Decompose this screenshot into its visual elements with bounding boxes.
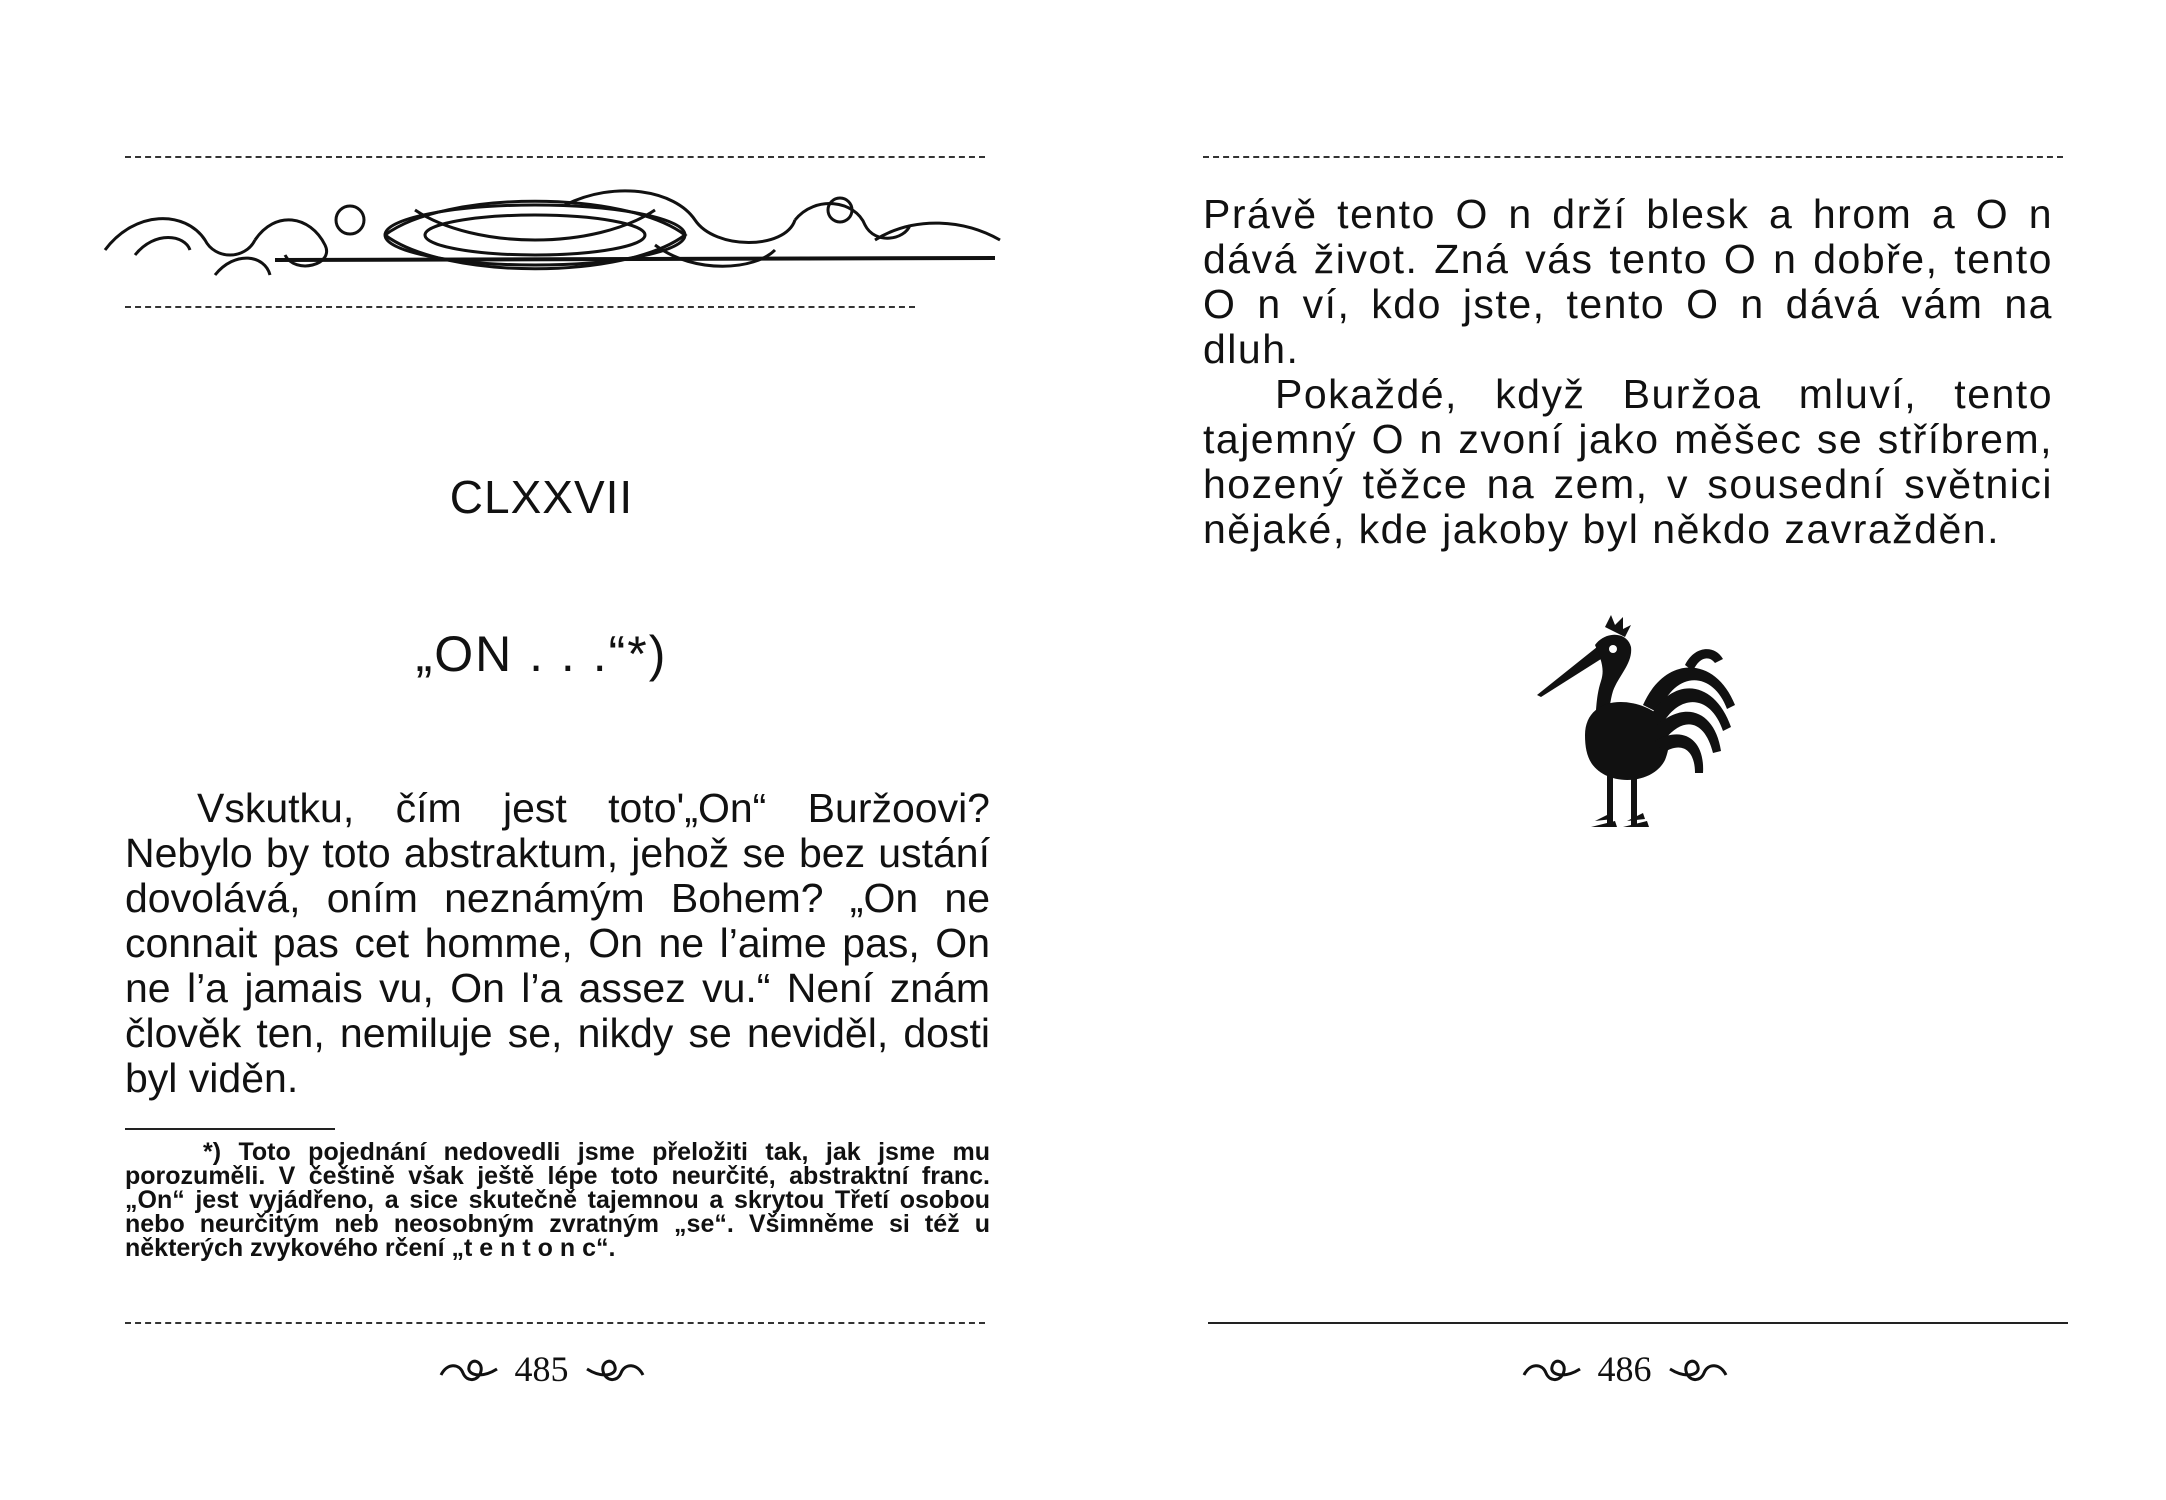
page-number-footer [0,1348,1083,1390]
footnote [125,1140,990,1260]
bottom-rule [1208,1322,2068,1324]
paragraph: Právě tento O n drží blesk a hrom a O n dává život. Zná vás tento O n dobře, tento O n ví, kdo jste, tento O n dává vám na dluh. [1203,191,2053,372]
curl-flourish-icon [437,1353,501,1385]
rooster-vignette-icon [1535,615,1745,840]
paragraph: Pokaždé, když Buržoa mluví, tento tajemný O n zvoní jako měšec se stříbrem, hozený těžce na zem, v sousední světnici nějaké, kde jakoby byl někdo zavražděn. [1203,371,2053,552]
page-number: 485 [514,1349,569,1389]
right-page [1083,0,2166,1500]
curl-flourish-icon [1520,1353,1584,1385]
chapter-title: „ON . . .“*) [415,626,668,682]
page-number-footer [1083,1348,2166,1390]
ornament-under-rule [125,306,915,308]
chapter-number: CLXXVII [449,471,634,523]
top-rule [1203,156,2063,158]
page-number: 486 [1597,1349,1652,1389]
curl-flourish-icon [1666,1353,1730,1385]
top-rule [125,156,985,158]
bottom-rule [125,1322,985,1324]
floral-scroll-ornament-icon [95,180,1005,290]
footnote-rule [125,1128,335,1130]
right-body-text [1203,192,2053,552]
paragraph: Vskutku, čím jest toto'„On“ Buržoovi? Nebylo by toto abstraktum, jehož se bez ustání dovolává, oním neznámým Bohem? „On ne connait pas cet homme, On ne l’aime pas, On ne l’a jamais vu, On l’a assez vu.“ Není znám člověk ten, nemiluje se, nikdy se neviděl, dosti byl viděn. [125,785,990,1101]
footnote-text: *) Toto pojednání nedovedli jsme přeložiti tak, jak jsme mu porozuměli. V češtině však ještě lépe toto neurčité, abstraktní franc. „On“ jest vyjádřeno, a sice skutečně tajemnou a skrytou Třetí osobou nebo neurčitým neb neosobným zvratným „se“. Všimněme si též u některých zvykového rčení „t e n t o n c“. [125,1138,990,1262]
left-body-text [125,786,990,1101]
curl-flourish-icon [583,1353,647,1385]
